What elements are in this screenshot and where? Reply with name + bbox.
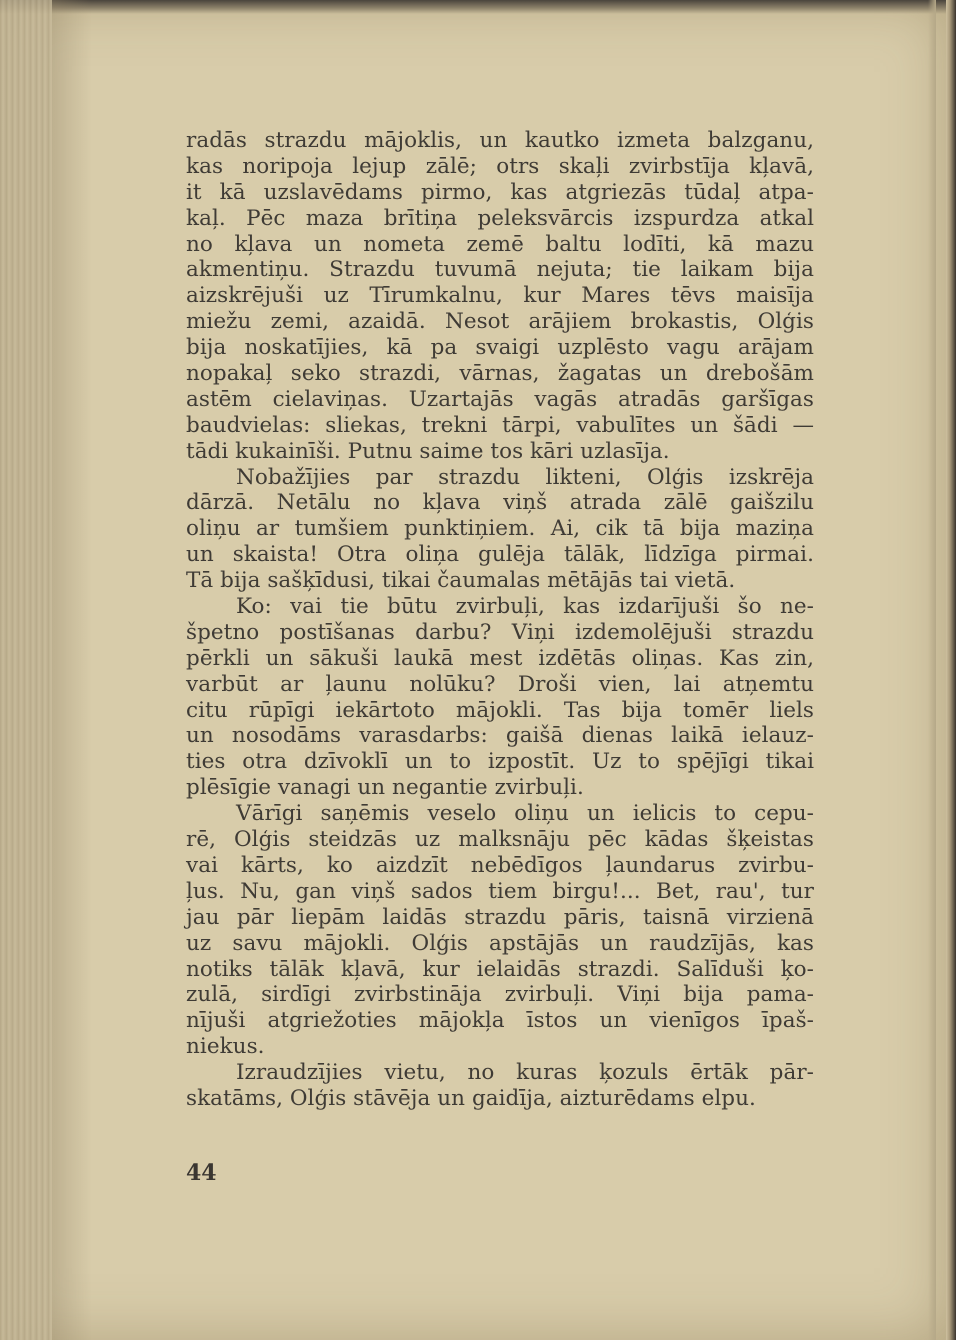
- text-line: varbūt ar ļaunu nolūku? Droši vien, lai atņemtu: [186, 671, 814, 697]
- text-line: un skaista! Otra oliņa gulēja tālāk, līdzīga pirmai.: [186, 542, 814, 568]
- text-line: no kļava un nometa zemē baltu lodīti, kā mazu: [186, 231, 814, 257]
- top-page-edge: [0, 0, 946, 14]
- page-number: 44: [186, 1160, 217, 1186]
- text-line: radās strazdu mājoklis, un kautko izmeta balzganu,: [186, 128, 814, 153]
- text-line: pērkli un sākuši laukā mest izdētās oliņas. Kas zin,: [186, 645, 814, 671]
- text-line: aizskrējuši uz Tīrumkalnu, kur Mares tēvs maisīja: [186, 283, 814, 309]
- page-shadow: [928, 0, 936, 1340]
- text-line: uz savu mājokli. Olģis apstājās un raudzījās, kas: [186, 930, 814, 956]
- text-line: baudvielas: sliekas, trekni tārpi, vabulītes un šādi —: [186, 412, 814, 438]
- right-page-edge: [946, 0, 956, 1340]
- text-line: Vārīgi saņēmis veselo oliņu un ielicis to cepu-: [236, 801, 814, 827]
- book-gutter: [0, 0, 52, 1340]
- text-line: nopakaļ seko strazdi, vārnas, žagatas un drebošām: [186, 361, 814, 387]
- body-text: [186, 128, 814, 1112]
- text-line: kaļ. Pēc maza brītiņa peleksvārcis izspurdza atkal: [186, 205, 814, 231]
- text-line: it kā uzslavēdams pirmo, kas atgriezās tūdaļ atpa-: [186, 179, 814, 205]
- text-line: bija noskatījies, kā pa svaigi uzplēsto vagu arājam: [186, 335, 814, 361]
- text-line: vai kārts, ko aizdzīt nebēdīgos ļaundarus zvirbu-: [186, 852, 814, 878]
- text-line: zulā, sirdīgi zvirbstināja zvirbuļi. Viņi bija pama-: [186, 982, 814, 1008]
- text-line: nījuši atgriežoties mājokļa īstos un vienīgos īpaš-: [186, 1008, 814, 1034]
- text-line: citu rūpīgi iekārtoto mājokli. Tas bija tomēr liels: [186, 697, 814, 723]
- text-line: ļus. Nu, gan viņš sados tiem birgu!... Bet, rau', tur: [186, 878, 814, 904]
- text-line: niekus.: [186, 1034, 265, 1060]
- text-line: dārzā. Netālu no kļava viņš atrada zālē gaišzilu: [186, 490, 814, 516]
- text-line: plēsīgie vanagi un negantie zvirbuļi.: [186, 775, 584, 801]
- text-line: rē, Olģis steidzās uz malksnāju pēc kādas šķeistas: [186, 827, 814, 853]
- text-line: Ko: vai tie būtu zvirbuļi, kas izdarījuši šo ne-: [236, 594, 814, 620]
- text-line: jau pār liepām laidās strazdu pāris, taisnā virzienā: [186, 904, 814, 930]
- text-line: Nobažījies par strazdu likteni, Olģis izskrēja: [236, 464, 814, 490]
- text-line: Izraudzījies vietu, no kuras ķozuls ērtāk pār-: [236, 1060, 814, 1086]
- text-line: skatāms, Olģis stāvēja un gaidīja, aizturēdams elpu.: [186, 1085, 756, 1111]
- text-line: tādi kukainīši. Putnu saime tos kāri uzlasīja.: [186, 438, 670, 464]
- text-line: kas noripoja lejup zālē; otrs skaļi zvirbstīja kļavā,: [186, 153, 814, 179]
- text-line: akmentiņu. Strazdu tuvumā nejuta; tie laikam bija: [186, 257, 814, 283]
- text-line: Tā bija sašķīdusi, tikai čaumalas mētājās tai vietā.: [186, 568, 736, 594]
- text-line: oliņu ar tumšiem punktiņiem. Ai, cik tā bija maziņa: [186, 516, 814, 542]
- text-line: notiks tālāk kļavā, kur ielaidās strazdi. Salīduši ķo-: [186, 956, 814, 982]
- text-line: ties otra dzīvoklī un to izpostīt. Uz to spējīgi tikai: [186, 749, 814, 775]
- text-line: špetno postīšanas darbu? Viņi izdemolējuši strazdu: [186, 619, 814, 645]
- text-line: astēm cielaviņas. Uzartajās vagās atradās garšīgas: [186, 386, 814, 412]
- text-line: un nosodāms varasdarbs: gaišā dienas laikā ielauz-: [186, 723, 814, 749]
- text-line: miežu zemi, azaidā. Nesot arājiem brokastis, Olģis: [186, 309, 814, 335]
